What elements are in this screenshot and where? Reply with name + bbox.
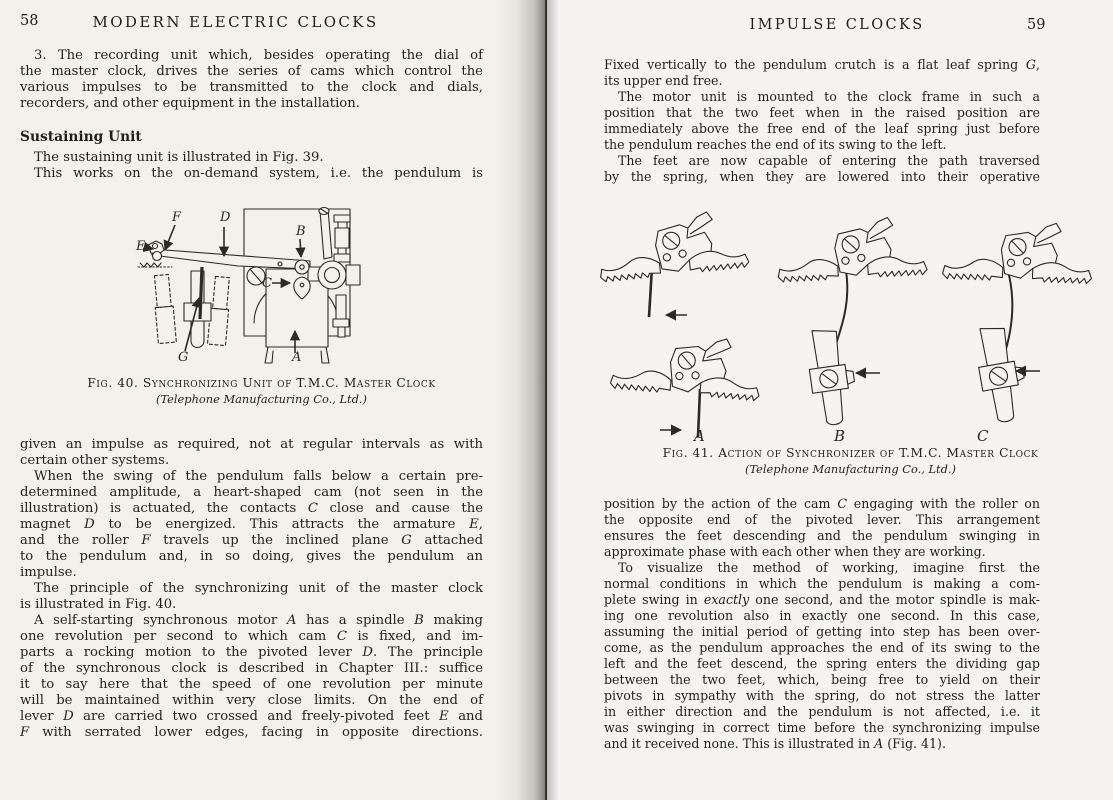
right-running-head: IMPULSE CLOCKS — [749, 17, 925, 33]
figure-41-illustration — [588, 205, 1093, 445]
figure-40 — [20, 195, 483, 433]
text-line: by the spring, when they are lowered into their operative — [604, 169, 1040, 184]
text-line: parts a rocking motion to the pivoted lever D. The principle — [20, 645, 483, 660]
text-line: will be maintained within very close limits. On the end of — [20, 693, 483, 708]
gutter-binding-line — [545, 0, 547, 800]
text-line: 3. The recording unit which, besides operating the dial of — [34, 48, 483, 63]
text-line: The feet are now capable of entering the path traversed — [618, 153, 1040, 168]
figure-41-caption: Fig. 41. Action of Synchronizer of T.M.C. Master Clock — [662, 446, 1039, 460]
text-line: was swinging in correct time before the synchronizing impulse — [604, 720, 1040, 735]
text-line: recorders, and other equipment in the installation. — [20, 96, 360, 111]
text-line: the opposite end of the pivoted lever. This arrangement — [604, 512, 1040, 527]
text-line: left and the feet descend, the spring enters the dividing gap — [604, 656, 1040, 671]
text-line: its upper end free. — [604, 73, 723, 88]
text-line: various impulses to be transmitted to the clock and dials, — [20, 80, 483, 95]
text-line: and the roller F travels up the inclined plane G attached — [20, 533, 484, 548]
svg-text:F: F — [172, 210, 182, 225]
svg-text:B: B — [296, 224, 306, 239]
svg-text:C: C — [262, 276, 272, 291]
left-running-head: MODERN ELECTRIC CLOCKS — [92, 13, 379, 31]
svg-text:C: C — [977, 427, 989, 445]
fig41-group-c — [942, 219, 1093, 445]
text-line: This works on the on-demand system, i.e. the pendulum is — [34, 166, 483, 181]
text-line: The principle of the synchronizing unit of the master clock — [34, 581, 483, 596]
fig41-group-a — [595, 208, 764, 445]
text-line: of the synchronous clock is described in Chapter III.: suffice — [20, 661, 483, 676]
svg-text:A: A — [292, 350, 302, 365]
fig41-group-b — [775, 216, 927, 445]
text-line: ing one revolution also in exactly one second. In this case, — [604, 608, 1040, 623]
text-line: certain other systems. — [20, 453, 170, 468]
text-line: position by the action of the cam C engaging with the roller on — [604, 496, 1040, 511]
text-line: it to say here that the speed of one revolution per minute — [20, 677, 483, 692]
figure-41 — [560, 203, 1105, 493]
text-line: the master clock, drives the series of cams which control the — [20, 64, 483, 79]
right-page — [545, 0, 1113, 800]
text-line: The sustaining unit is illustrated in Fig. 39. — [34, 150, 324, 165]
text-line: between the two feet, which, being free to yield on their — [604, 672, 1040, 687]
left-page-bottom-text — [20, 437, 483, 741]
text-line: To visualize the method of working, imagine first the — [618, 560, 1040, 575]
text-line: determined amplitude, a heart-shaped cam (not seen in the — [20, 485, 483, 500]
text-line: assuming the initial period of getting into step has been over- — [604, 624, 1040, 639]
figure-40-illustration — [128, 203, 363, 368]
text-line: magnet D to be energized. This attracts the armature E, — [20, 517, 483, 532]
text-line: Fixed vertically to the pendulum crutch is a flat leaf spring G, — [604, 57, 1040, 72]
svg-text:D: D — [220, 210, 231, 225]
fig40-pendulum-rod — [184, 271, 211, 348]
text-line: is illustrated in Fig. 40. — [20, 597, 177, 612]
text-line: position that the two feet when in the raised position are — [604, 105, 1040, 120]
text-line: ensures the feet descending and the pendulum swinging in — [604, 528, 1040, 543]
text-line: illustration) is actuated, the contacts C close and cause the — [20, 501, 484, 516]
text-line: come, as the pendulum approaches the end of its swing to the — [604, 640, 1040, 655]
figure-40-credit: (Telephone Manufacturing Co., Ltd.) — [156, 392, 367, 406]
fig40-roller-and-cam — [294, 260, 310, 299]
fig40-inclined-plane — [200, 267, 202, 319]
text-line: When the swing of the pendulum falls below a certain pre- — [34, 469, 483, 484]
figure-41-credit: (Telephone Manufacturing Co., Ltd.) — [745, 462, 956, 476]
text-line: and it received none. This is illustrated in A (Fig. 41). — [604, 736, 946, 751]
right-page-bottom-text — [604, 496, 1040, 752]
text-line: given an impulse as required, not at regular intervals as with — [20, 437, 483, 452]
left-page-top-text — [20, 48, 483, 182]
text-line: immediately above the free end of the leaf spring just before — [604, 121, 1040, 136]
text-line: F with serrated lower edges, facing in opposite directions. — [20, 725, 483, 740]
text-line: pivots in sympathy with the spring, do not stress the latter — [604, 688, 1040, 703]
svg-text:G: G — [178, 350, 189, 365]
text-line: plete swing in exactly one second, and the motor spindle is mak- — [604, 592, 1040, 607]
text-line: normal conditions in which the pendulum is making a com- — [604, 576, 1040, 591]
figure-40-caption: Fig. 40. Synchronizing Unit of T.M.C. Master Clock — [87, 376, 436, 390]
svg-text:B: B — [834, 427, 846, 445]
text-line: one revolution per second to which cam C is fixed, and im- — [20, 629, 483, 644]
left-page-number: 58 — [20, 13, 39, 29]
text-line: in either direction and the pendulum is not affected, i.e. it — [604, 704, 1040, 719]
text-line: A self-starting synchronous motor A has a spindle B making — [34, 613, 483, 628]
right-page-top-text — [604, 57, 1040, 185]
text-line: approximate phase with each other when they are working. — [604, 544, 986, 559]
text-line: lever D are carried two crossed and freely-pivoted feet E and — [20, 709, 483, 724]
right-page-number: 59 — [1027, 17, 1046, 33]
section-heading: Sustaining Unit — [20, 129, 142, 145]
svg-text:A: A — [694, 427, 705, 445]
left-page — [0, 0, 545, 800]
text-line: to the pendulum and, in so doing, gives the pendulum an — [20, 549, 483, 564]
svg-text:E: E — [136, 239, 146, 254]
text-line: The motor unit is mounted to the clock frame in such a — [618, 89, 1040, 104]
text-line: the pendulum reaches the end of its swing to the left. — [604, 137, 947, 152]
text-line: impulse. — [20, 565, 77, 580]
